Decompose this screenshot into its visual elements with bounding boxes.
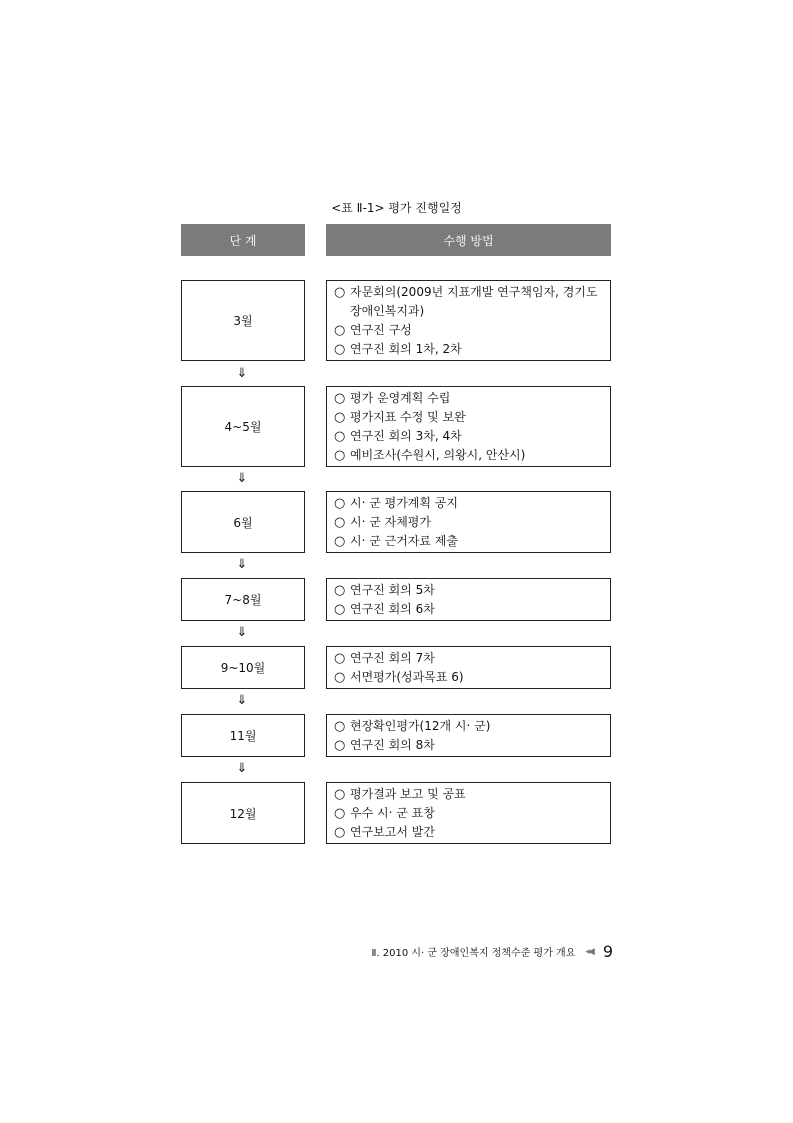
method-header-label: 수행 방법 <box>443 233 494 248</box>
list-item: ○ 연구진 회의 5차 <box>334 582 435 598</box>
circle-bullet-icon: ○ <box>334 582 346 598</box>
stage-label: 6월 <box>233 515 253 530</box>
circle-bullet-icon: ○ <box>334 322 346 338</box>
down-arrow-icon: ⇓ <box>236 471 248 486</box>
list-item: ○ 예비조사(수원시, 의왕시, 안산시) <box>334 447 526 463</box>
list-item: ○ 시‧ 군 자체평가 <box>334 514 431 530</box>
list-item: ○ 현장확인평가(12개 시‧ 군) <box>334 718 491 734</box>
list-item: ○ 시‧ 군 평가계획 공지 <box>334 495 458 511</box>
stage-header <box>181 224 305 256</box>
stage-box-july-august <box>181 578 305 621</box>
list-item: ○ 연구진 회의 1차, 2차 <box>334 341 462 357</box>
circle-bullet-icon: ○ <box>334 824 346 840</box>
down-arrow-icon: ⇓ <box>236 366 248 381</box>
list-item: ○ 자문회의(2009년 지표개발 연구책임자, 경기도 장애인복지과) <box>334 283 604 321</box>
stage-box-november <box>181 714 305 757</box>
circle-bullet-icon: ○ <box>334 601 346 617</box>
list-item: ○ 연구진 회의 8차 <box>334 737 435 753</box>
list-item: ○ 서면평가(성과목표 6) <box>334 669 464 685</box>
method-box-december <box>326 782 611 844</box>
method-box-july-august <box>326 578 611 621</box>
stage-box-june <box>181 491 305 553</box>
circle-bullet-icon: ○ <box>334 718 346 734</box>
circle-bullet-icon: ○ <box>334 650 346 666</box>
down-arrow-icon: ⇓ <box>236 761 248 776</box>
circle-bullet-icon: ○ <box>334 284 346 300</box>
page-number: 9 <box>602 942 613 961</box>
circle-bullet-icon: ○ <box>334 428 346 444</box>
circle-bullet-icon: ○ <box>334 390 346 406</box>
down-arrow-icon: ⇓ <box>236 693 248 708</box>
down-arrow-icon: ⇓ <box>236 625 248 640</box>
circle-bullet-icon: ○ <box>334 669 346 685</box>
method-box-march <box>326 280 611 361</box>
circle-bullet-icon: ○ <box>334 786 346 802</box>
list-item: ○ 연구진 회의 6차 <box>334 601 435 617</box>
method-header <box>326 224 611 256</box>
page-footer <box>371 942 613 961</box>
stage-label: 12월 <box>229 806 257 821</box>
list-item: ○ 연구진 구성 <box>334 322 412 338</box>
down-arrow-icon: ⇓ <box>236 557 248 572</box>
stage-box-september-october <box>181 646 305 689</box>
list-item: ○ 평가지표 수정 및 보완 <box>334 409 466 425</box>
circle-bullet-icon: ○ <box>334 514 346 530</box>
list-item: ○ 시‧ 군 근거자료 제출 <box>334 533 458 549</box>
circle-bullet-icon: ○ <box>334 495 346 511</box>
stage-label: 3월 <box>233 314 253 328</box>
stage-label: 9~10월 <box>220 661 266 675</box>
circle-bullet-icon: ○ <box>334 447 346 463</box>
method-box-september-october <box>326 646 611 689</box>
stage-box-april-may <box>181 386 305 467</box>
stage-label: 7~8월 <box>224 593 262 607</box>
list-item: ○ 연구진 회의 3차, 4차 <box>334 428 462 444</box>
method-box-june <box>326 491 611 553</box>
list-item: ○ 우수 시‧ 군 표창 <box>334 805 435 821</box>
stage-label: 11월 <box>229 729 257 743</box>
list-item: ○ 평가결과 보고 및 공표 <box>334 786 466 802</box>
method-box-november <box>326 714 611 757</box>
list-item: ○ 연구진 회의 7차 <box>334 650 435 666</box>
table-caption: <표 Ⅱ-1> 평가 진행일정 <box>331 201 462 215</box>
circle-bullet-icon: ○ <box>334 805 346 821</box>
method-box-april-may <box>326 386 611 467</box>
circle-bullet-icon: ○ <box>334 737 346 753</box>
circle-bullet-icon: ○ <box>334 533 346 549</box>
circle-bullet-icon: ○ <box>334 409 346 425</box>
stage-box-december <box>181 782 305 844</box>
stage-label: 4~5월 <box>224 420 262 434</box>
circle-bullet-icon: ○ <box>334 341 346 357</box>
left-arrows-icon: ◂◀ <box>585 946 593 957</box>
list-item: ○ 평가 운영계획 수립 <box>334 390 451 406</box>
stage-box-march <box>181 280 305 361</box>
stage-header-label: 단 계 <box>229 233 257 248</box>
footer-chapter-title: Ⅱ. 2010 시‧ 군 장애인복지 정책수준 평가 개요 <box>371 948 576 959</box>
list-item: ○ 연구보고서 발간 <box>334 824 435 840</box>
